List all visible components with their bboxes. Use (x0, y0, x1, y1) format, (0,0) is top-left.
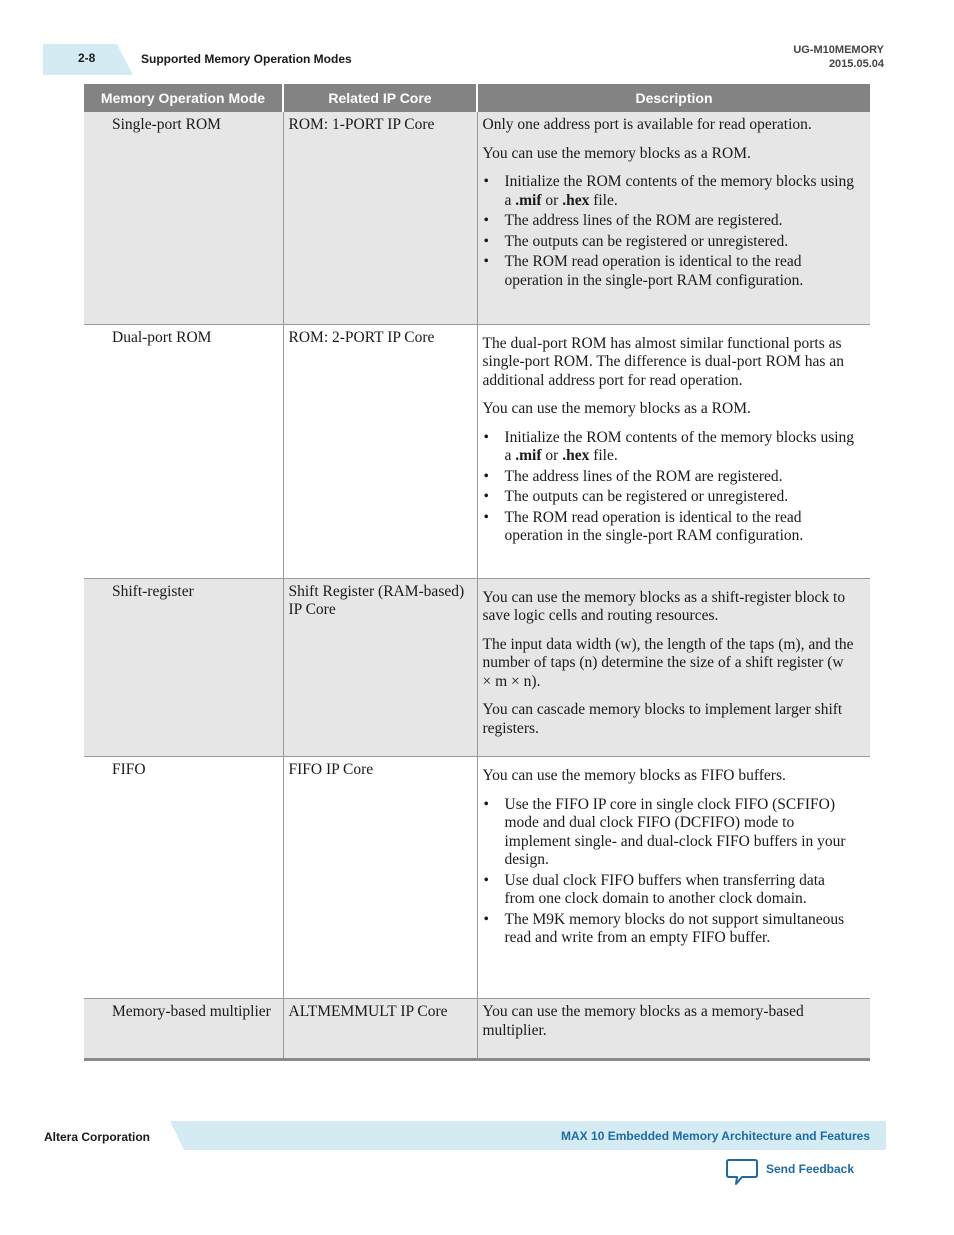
list-item: • Use dual clock FIFO buffers when transferring data from one clock domain to another clock domain. (483, 872, 857, 909)
ip-core-cell: ROM: 1-PORT IP Core (283, 112, 477, 324)
description-cell (477, 757, 870, 999)
description-paragraph: The dual-port ROM has almost similar functional ports as single-port ROM. The difference is dual-port ROM has an additional address port for read operation. (482, 334, 844, 389)
company-name: Altera Corporation (44, 1130, 151, 1144)
description-list (483, 173, 857, 290)
table-row (84, 757, 870, 999)
list-item: • The outputs can be registered or unregistered. (483, 488, 857, 507)
description-paragraph: You can use the memory blocks as a ROM. (482, 144, 751, 162)
column-header-ip-core: Related IP Core (283, 84, 477, 112)
description-list (483, 429, 857, 546)
send-feedback-label[interactable]: Send Feedback (766, 1162, 855, 1176)
list-item: • The address lines of the ROM are registered. (483, 468, 857, 487)
list-item: • The outputs can be registered or unregistered. (483, 233, 857, 252)
column-header-description: Description (477, 84, 870, 112)
doc-id: UG-M10MEMORY (793, 44, 884, 56)
memory-modes-table (84, 84, 870, 1061)
list-item: • Initialize the ROM contents of the memory blocks using a .mif or .hex file. (483, 173, 857, 210)
description-paragraph: You can cascade memory blocks to implement larger shift registers. (482, 701, 843, 737)
speech-bubble-icon (726, 1158, 758, 1186)
description-list (483, 796, 857, 948)
ip-core-cell: FIFO IP Core (283, 757, 477, 999)
doc-date: 2015.05.04 (828, 58, 884, 70)
list-item: • The ROM read operation is identical to the read operation in the single-port RAM configuration. (483, 509, 857, 546)
description-cell (477, 999, 870, 1060)
mode-cell: Single-port ROM (84, 112, 283, 324)
list-item: • Initialize the ROM contents of the memory blocks using a .mif or .hex file. (483, 429, 857, 466)
description-paragraph: Only one address port is available for read operation. (482, 116, 812, 133)
section-title: Supported Memory Operation Modes (141, 52, 352, 66)
description-paragraph: You can use the memory blocks as FIFO buffers. (482, 767, 786, 784)
list-item: • The ROM read operation is identical to the read operation in the single-port RAM configuration. (483, 253, 857, 290)
mode-cell: Dual-port ROM (84, 324, 283, 578)
footer-doc-title[interactable]: MAX 10 Embedded Memory Architecture and Features (561, 1129, 870, 1143)
ip-core-cell: Shift Register (RAM-based) IP Core (283, 578, 477, 757)
page-number: 2-8 (78, 51, 96, 65)
send-feedback-link[interactable] (726, 1158, 854, 1188)
mode-cell: Shift-register (84, 578, 283, 757)
description-paragraph: The input data width (w), the length of the taps (m), and the number of taps (n) determine the size of a shift register (w × m × n). (482, 635, 854, 690)
doc-identifier (793, 43, 884, 71)
list-item: • The M9K memory blocks do not support simultaneous read and write from an empty FIFO buffer. (483, 911, 857, 948)
description-cell (477, 578, 870, 757)
mode-cell: Memory-based multiplier (84, 999, 283, 1060)
list-item: • Use the FIFO IP core in single clock FIFO (SCFIFO) mode and dual clock FIFO (DCFIFO) mode to implement single- and dual-clock FIFO buffers in your design. (483, 796, 857, 870)
description-cell (477, 324, 870, 578)
table-header-row (84, 84, 870, 112)
table-row (84, 999, 870, 1060)
mode-cell: FIFO (84, 757, 283, 999)
description-paragraph: You can use the memory blocks as a ROM. (482, 400, 751, 417)
ip-core-cell: ALTMEMMULT IP Core (283, 999, 477, 1060)
description-paragraph: You can use the memory blocks as a shift-register block to save logic cells and routing resources. (482, 588, 846, 624)
list-item: • The address lines of the ROM are registered. (483, 212, 857, 231)
table-row (84, 112, 870, 324)
ip-core-cell: ROM: 2-PORT IP Core (283, 324, 477, 578)
table-row (84, 324, 870, 578)
description-paragraph: You can use the memory blocks as a memory-based multiplier. (482, 1003, 804, 1039)
description-cell (477, 112, 870, 324)
table-row (84, 578, 870, 757)
column-header-mode: Memory Operation Mode (84, 84, 283, 112)
